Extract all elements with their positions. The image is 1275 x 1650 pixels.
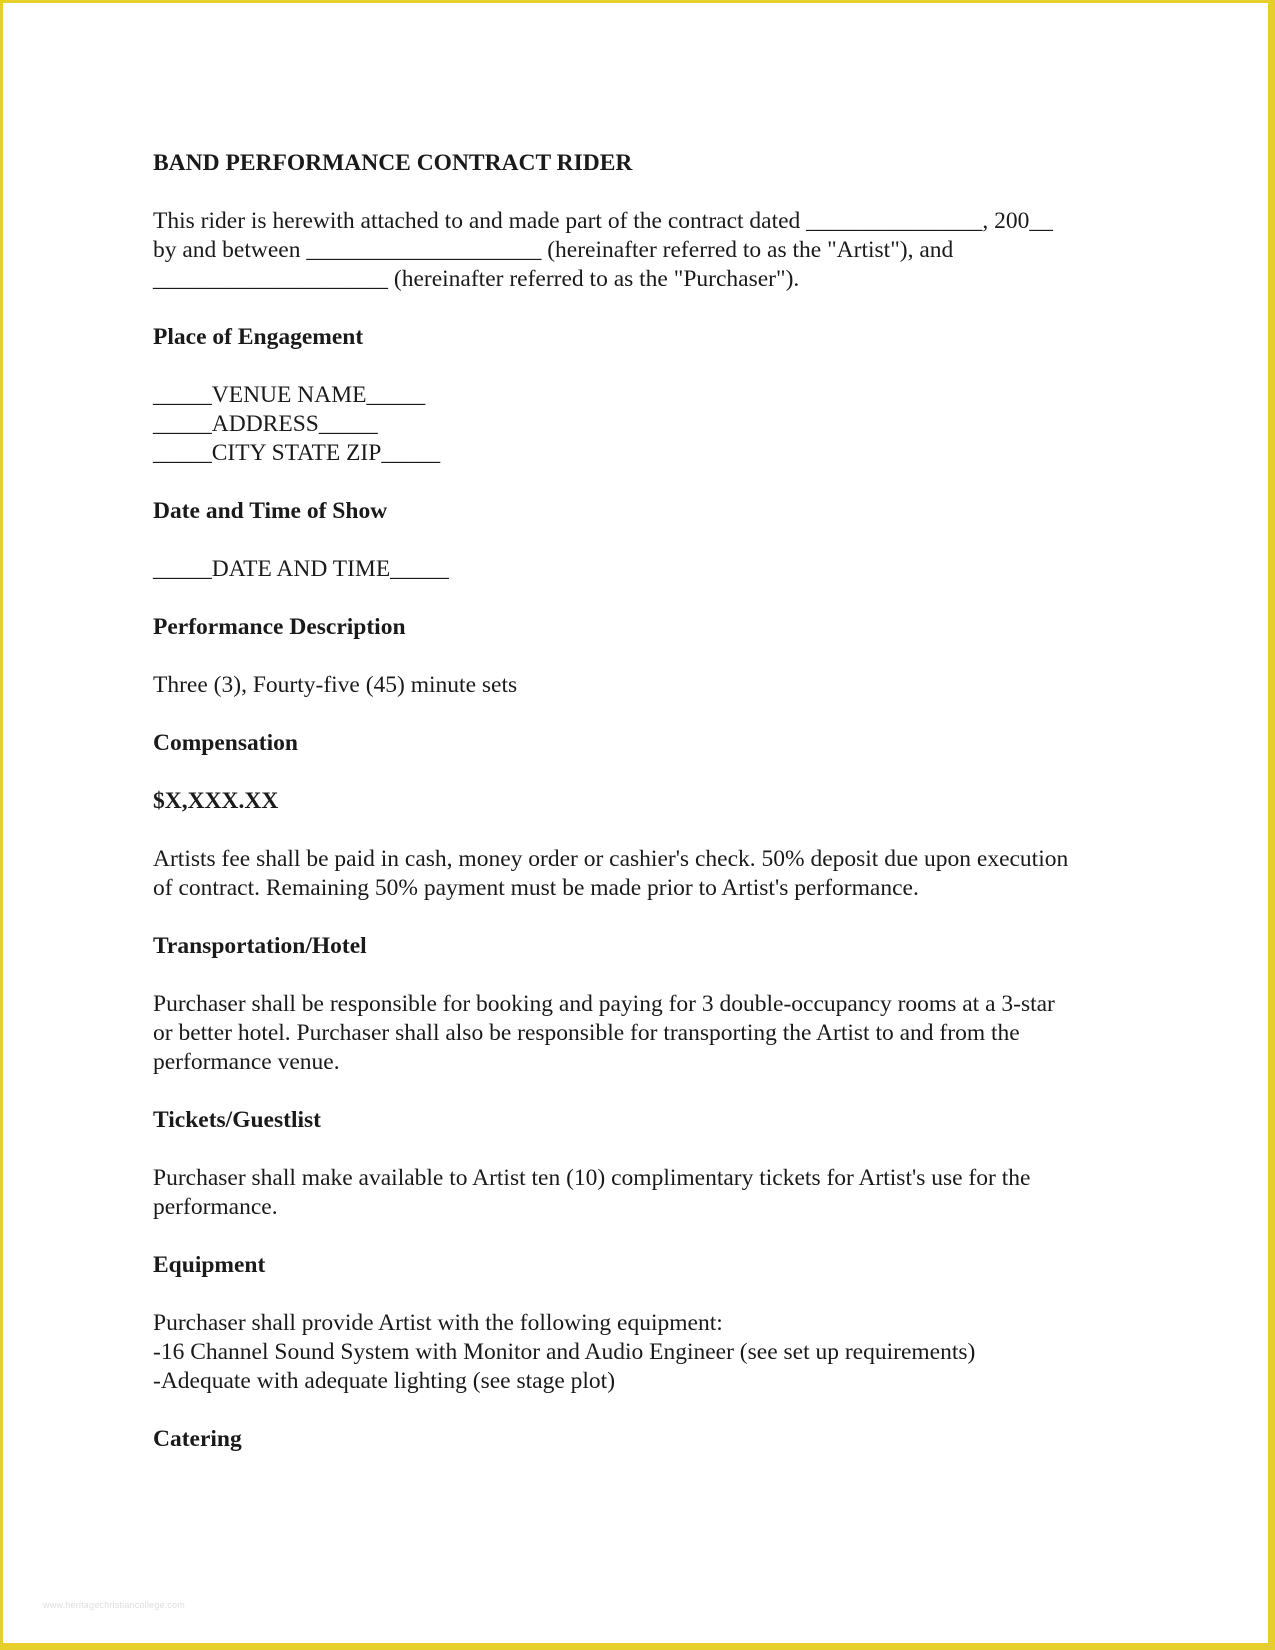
compensation-line: Artists fee shall be paid in cash, money order or cashier's check. 50% deposit due upon execution xyxy=(153,846,1069,872)
tickets-line: performance. xyxy=(153,1194,278,1220)
performance-heading: Performance Description xyxy=(153,614,406,640)
tickets-heading: Tickets/Guestlist xyxy=(153,1107,321,1133)
address-field: _____ADDRESS_____ xyxy=(153,411,378,437)
city-state-zip-field: _____CITY STATE ZIP_____ xyxy=(153,440,441,466)
equipment-paragraph xyxy=(153,1309,1143,1396)
equipment-heading: Equipment xyxy=(153,1252,266,1278)
document-body xyxy=(153,149,1143,1454)
place-details xyxy=(153,381,1143,468)
intro-paragraph xyxy=(153,207,1143,294)
performance-text: Three (3), Fourty-five (45) minute sets xyxy=(153,672,518,698)
venue-name-field: _____VENUE NAME_____ xyxy=(153,382,426,408)
equipment-line: Purchaser shall provide Artist with the following equipment: xyxy=(153,1310,723,1336)
watermark-text: www.heritagechristiancollege.com xyxy=(43,1600,185,1610)
tickets-line: Purchaser shall make available to Artist ten (10) complimentary tickets for Artist's use for the xyxy=(153,1165,1031,1191)
date-time-field: _____DATE AND TIME_____ xyxy=(153,556,449,582)
intro-line: by and between ____________________ (hereinafter referred to as the "Artist"), and xyxy=(153,237,954,263)
tickets-paragraph xyxy=(153,1164,1143,1222)
transport-line: Purchaser shall be responsible for booking and paying for 3 double-occupancy rooms at a 3-star xyxy=(153,991,1055,1017)
intro-line: ____________________ (hereinafter referred to as the "Purchaser"). xyxy=(153,266,800,292)
transport-line: or better hotel. Purchaser shall also be responsible for transporting the Artist to and from the xyxy=(153,1020,1020,1046)
compensation-paragraph xyxy=(153,845,1143,903)
document-title: BAND PERFORMANCE CONTRACT RIDER xyxy=(153,150,633,176)
equipment-line: -Adequate with adequate lighting (see stage plot) xyxy=(153,1368,616,1394)
compensation-amount: $X,XXX.XX xyxy=(153,788,279,814)
date-time-heading: Date and Time of Show xyxy=(153,498,388,524)
transport-heading: Transportation/Hotel xyxy=(153,933,367,959)
equipment-line: -16 Channel Sound System with Monitor and Audio Engineer (see set up requirements) xyxy=(153,1339,976,1365)
catering-heading: Catering xyxy=(153,1426,242,1452)
compensation-line: of contract. Remaining 50% payment must be made prior to Artist's performance. xyxy=(153,875,919,901)
place-heading: Place of Engagement xyxy=(153,324,364,350)
transport-paragraph xyxy=(153,990,1143,1077)
intro-line: This rider is herewith attached to and made part of the contract dated _______________, 200__ xyxy=(153,208,1053,234)
compensation-heading: Compensation xyxy=(153,730,298,756)
transport-line: performance venue. xyxy=(153,1049,340,1075)
